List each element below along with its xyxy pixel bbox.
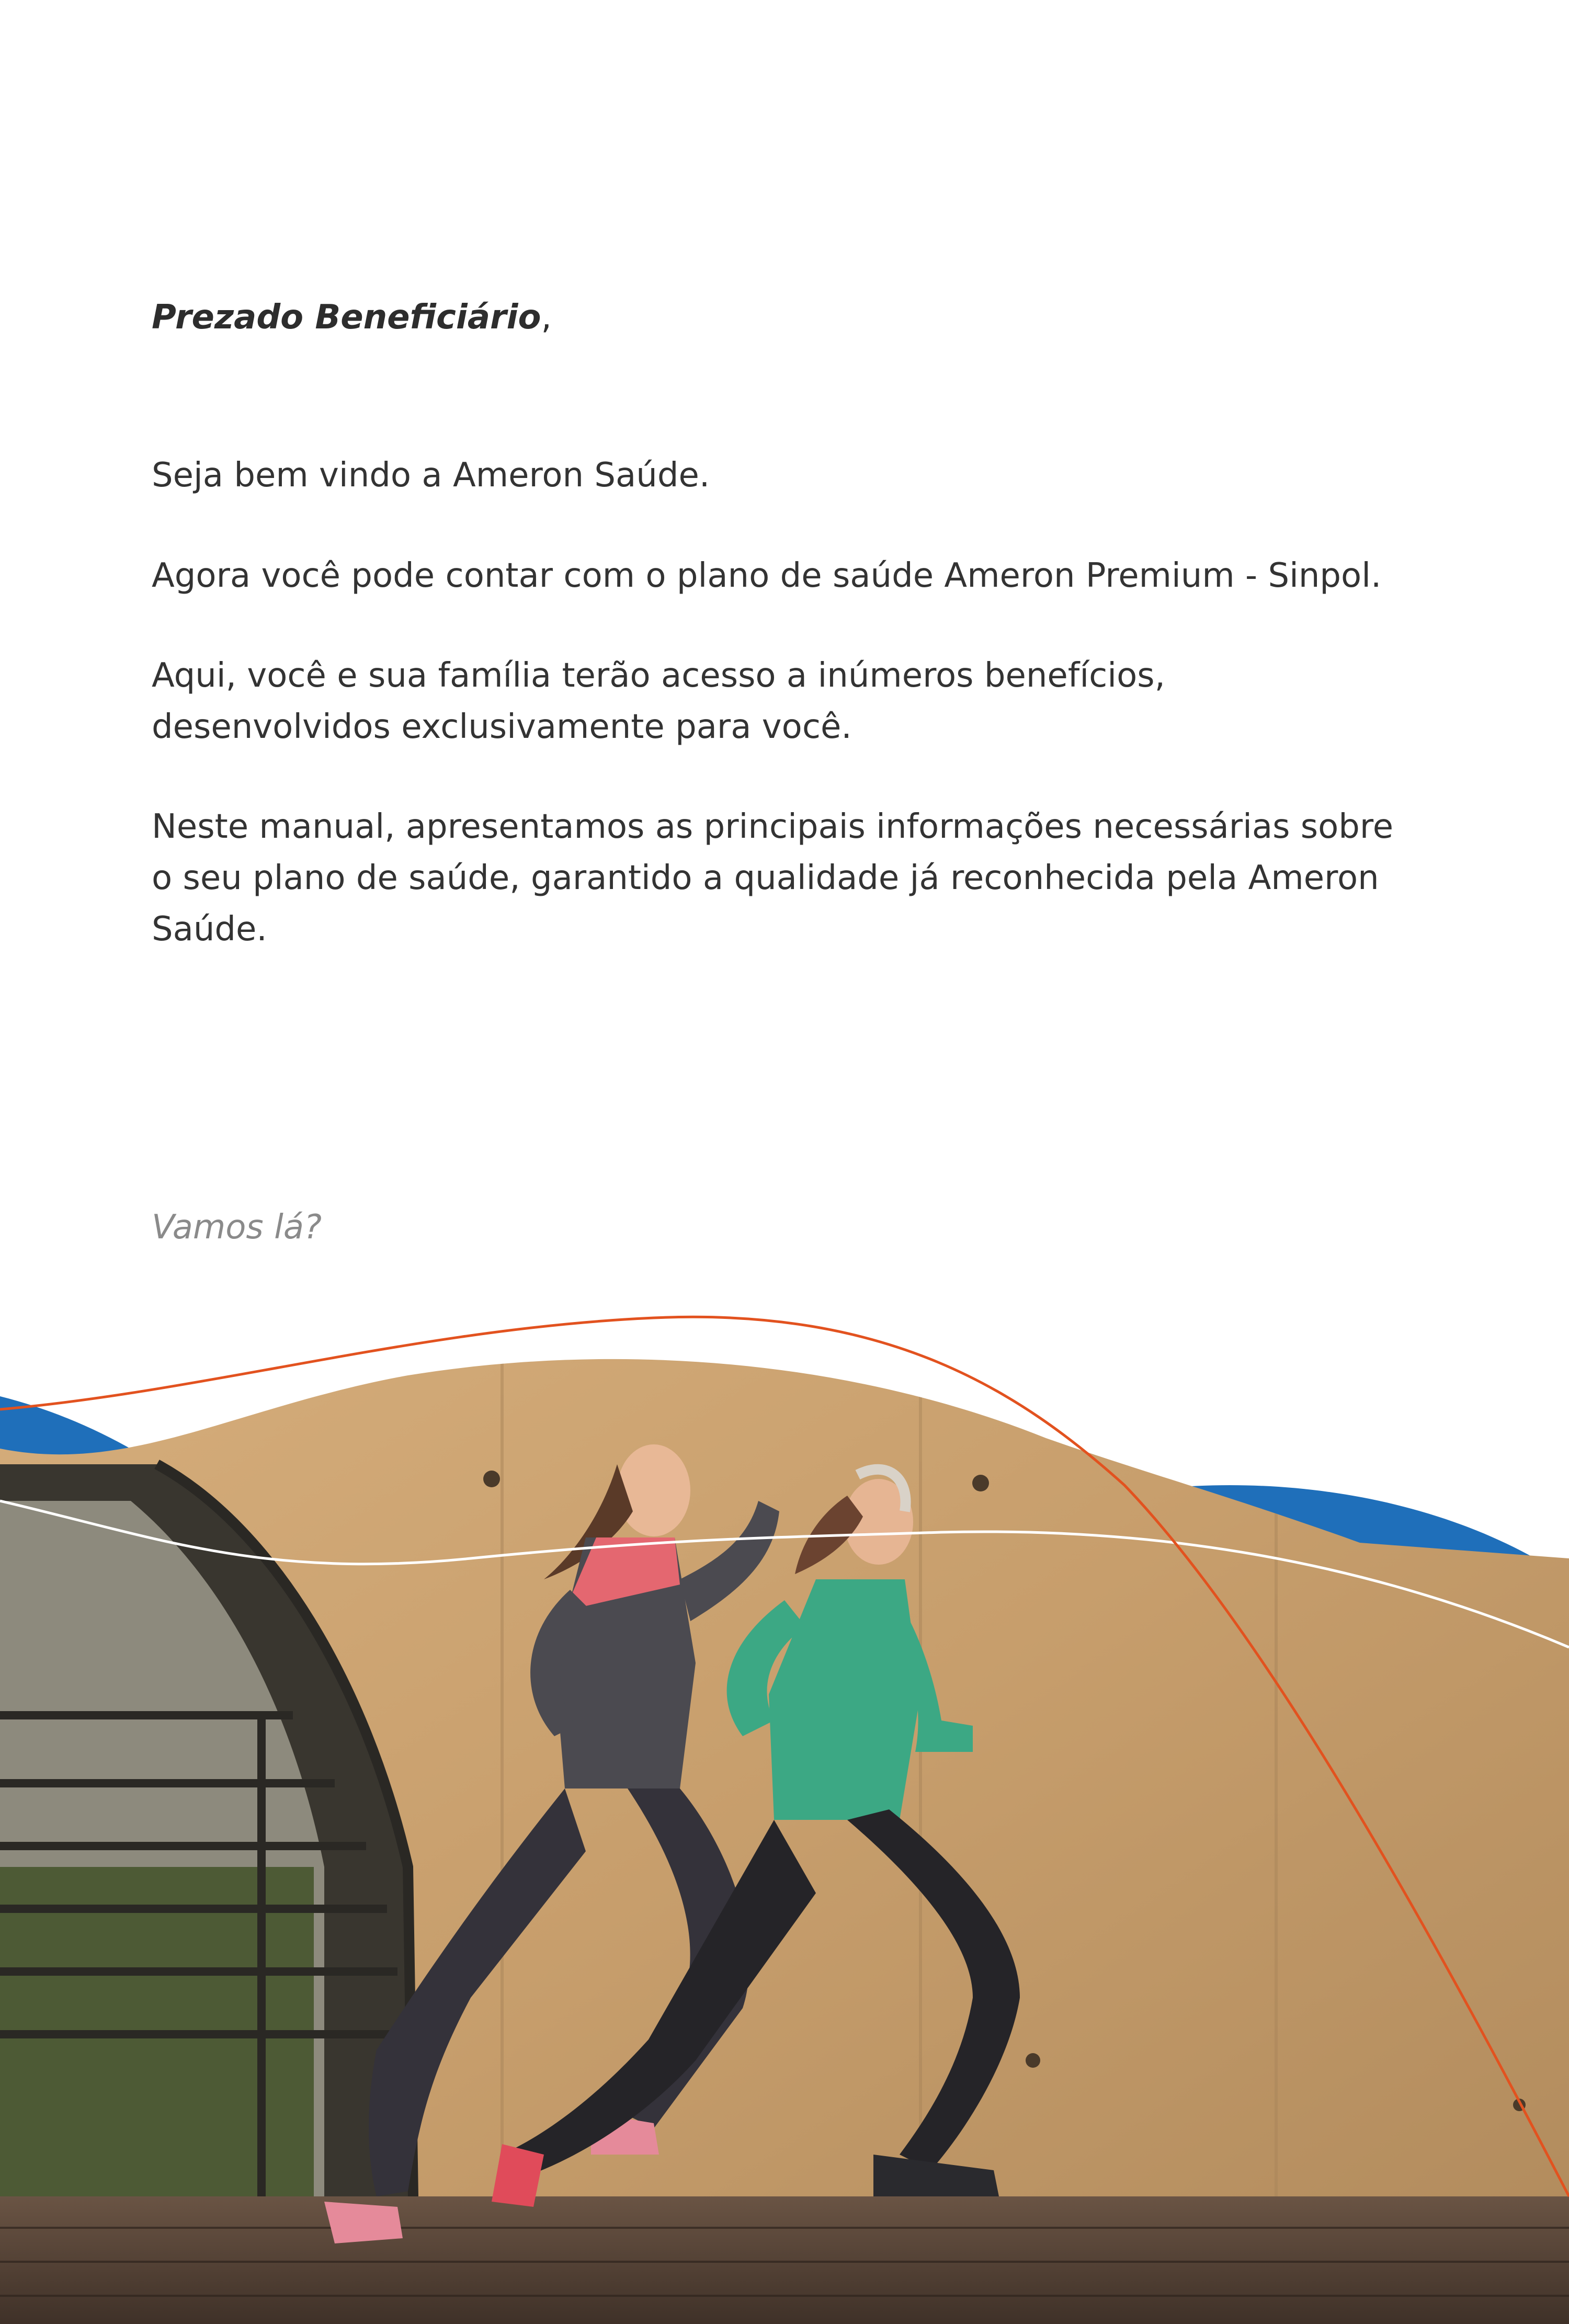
paragraph-benefits: Aqui, você e sua família terão acesso a inúmeros benefícios, desenvolvidos exclusivamente para você.: [152, 656, 1165, 746]
salutation-punct: ,: [541, 298, 552, 337]
runners-photo: [0, 1266, 1569, 2324]
paragraph-plan: Agora você pode contar com o plano de saúde Ameron Premium - Sinpol.: [152, 556, 1382, 595]
salutation-name: Prezado Beneficiário: [152, 298, 541, 337]
salutation: [152, 298, 552, 337]
paragraph-manual: Neste manual, apresentamos as principais informações necessárias sobre o seu plano de saúde, garantido a qualidade já reconhecida pela Ameron Saúde.: [152, 807, 1394, 949]
paragraph-welcome: Seja bem vindo a Ameron Saúde.: [152, 456, 710, 495]
closing-text: Vamos lá?: [152, 1208, 322, 1247]
